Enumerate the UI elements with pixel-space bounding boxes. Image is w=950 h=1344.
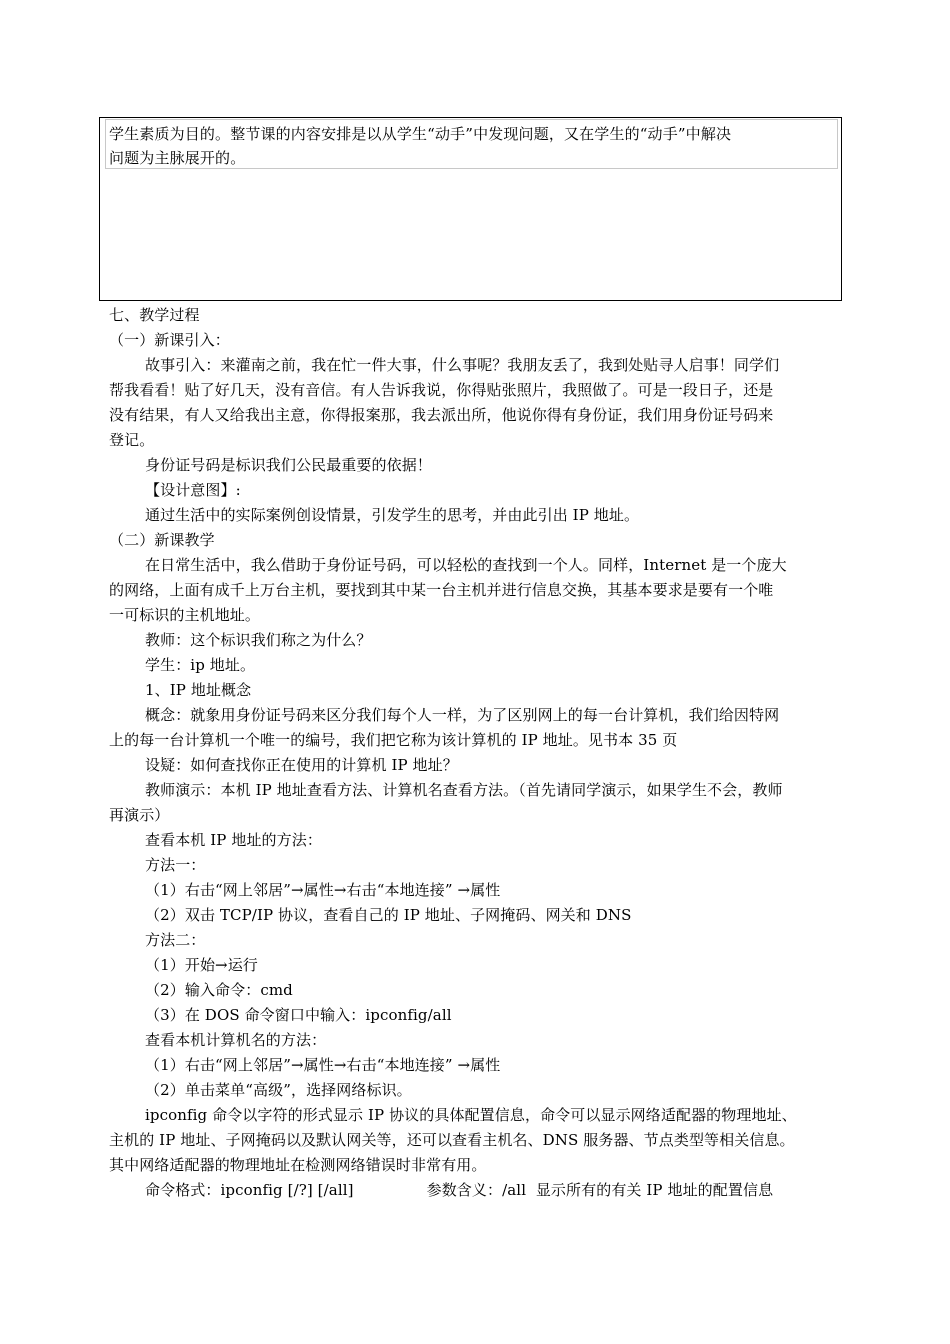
paragraph-line: 学生：ip 地址。 <box>145 656 256 674</box>
step-item: （2）单击菜单“高级”，选择网络标识。 <box>145 1081 412 1099</box>
paragraph-line: 帮我看看！贴了好几天，没有音信。有人告诉我说，你得贴张照片，我照做了。可是一段日子，还是 <box>109 381 774 399</box>
method-heading: 查看本机 IP 地址的方法： <box>145 831 322 849</box>
subsection-heading: （二）新课教学 <box>109 531 215 549</box>
paragraph-line: 上的每一台计算机一个唯一的编号，我们把它称为该计算机的 IP 地址。见书本 35 页 <box>109 731 678 749</box>
table-text-cell <box>105 119 838 169</box>
paragraph-line: 教师：这个标识我们称之为什么？ <box>145 631 372 649</box>
subsection-heading: （一）新课引入： <box>109 331 230 349</box>
paragraph-line: 的网络，上面有成千上万台主机，要找到其中某一台主机并进行信息交换，其基本要求是要有一个唯 <box>109 581 774 599</box>
step-item: （1）右击“网上邻居”→属性→右击“本地连接” →属性 <box>145 1056 501 1074</box>
paragraph-line: 一可标识的主机地址。 <box>109 606 261 624</box>
design-intent-label: 【设计意图】: <box>145 481 241 499</box>
table-cell-text <box>109 122 836 170</box>
section-heading: 七、教学过程 <box>109 306 200 324</box>
paragraph-line: 再演示） <box>109 806 170 824</box>
step-item: （1）右击“网上邻居”→属性→右击“本地连接” →属性 <box>145 881 501 899</box>
paragraph-line: 没有结果，有人又给我出主意，你得报案那，我去派出所，他说你得有身份证，我们用身份证号码来 <box>109 406 774 424</box>
topic-heading: 1、IP 地址概念 <box>145 681 252 699</box>
paragraph-line: 在日常生活中，我么借助于身份证号码，可以轻松的查找到一个人。同样，Internet 是一个庞大 <box>145 556 787 574</box>
command-format-line: 命令格式：ipconfig [/?] [/all] 参数含义：/all 显示所有的有关 IP 地址的配置信息 <box>145 1181 774 1199</box>
method-label: 方法二： <box>145 931 206 949</box>
paragraph-line: 通过生活中的实际案例创设情景，引发学生的思考，并由此引出 IP 地址。 <box>145 506 640 524</box>
step-item: （3）在 DOS 命令窗口中输入：ipconfig/all <box>145 1006 452 1024</box>
table-cell-line: 学生素质为目的。整节课的内容安排是以从学生“动手”中发现问题，又在学生的“动手”中解决 <box>109 125 732 143</box>
step-item: （2）输入命令：cmd <box>145 981 293 999</box>
method-heading: 查看本机计算机名的方法： <box>145 1031 327 1049</box>
paragraph-line: 教师演示：本机 IP 地址查看方法、计算机名查看方法。（首先请同学演示，如果学生不会，教师 <box>145 781 783 799</box>
paragraph-line: 设疑：如何查找你正在使用的计算机 IP 地址？ <box>145 756 458 774</box>
paragraph-line: 其中网络适配器的物理地址在检测网络错误时非常有用。 <box>109 1156 487 1174</box>
step-item: （1）开始→运行 <box>145 956 258 974</box>
table-cell-line: 问题为主脉展开的。 <box>109 149 246 167</box>
paragraph-line: 主机的 IP 地址、子网掩码以及默认网关等，还可以查看主机名、DNS 服务器、节点类型等相关信息。 <box>109 1131 795 1149</box>
paragraph-line: ipconfig 命令以字符的形式显示 IP 协议的具体配置信息，命令可以显示网络适配器的物理地址、 <box>145 1106 797 1124</box>
method-label: 方法一： <box>145 856 206 874</box>
paragraph-line: 概念：就象用身份证号码来区分我们每个人一样，为了区别网上的每一台计算机，我们给因特网 <box>145 706 780 724</box>
paragraph-line: 故事引入：来灌南之前，我在忙一件大事，什么事呢？我朋友丢了，我到处贴寻人启事！同学们 <box>145 356 780 374</box>
previous-page-table-cell <box>99 117 842 301</box>
paragraph-line: 登记。 <box>109 431 155 449</box>
paragraph-line: 身份证号码是标识我们公民最重要的依据！ <box>145 456 432 474</box>
step-item: （2）双击 TCP/IP 协议，查看自己的 IP 地址、子网掩码、网关和 DNS <box>145 906 632 924</box>
